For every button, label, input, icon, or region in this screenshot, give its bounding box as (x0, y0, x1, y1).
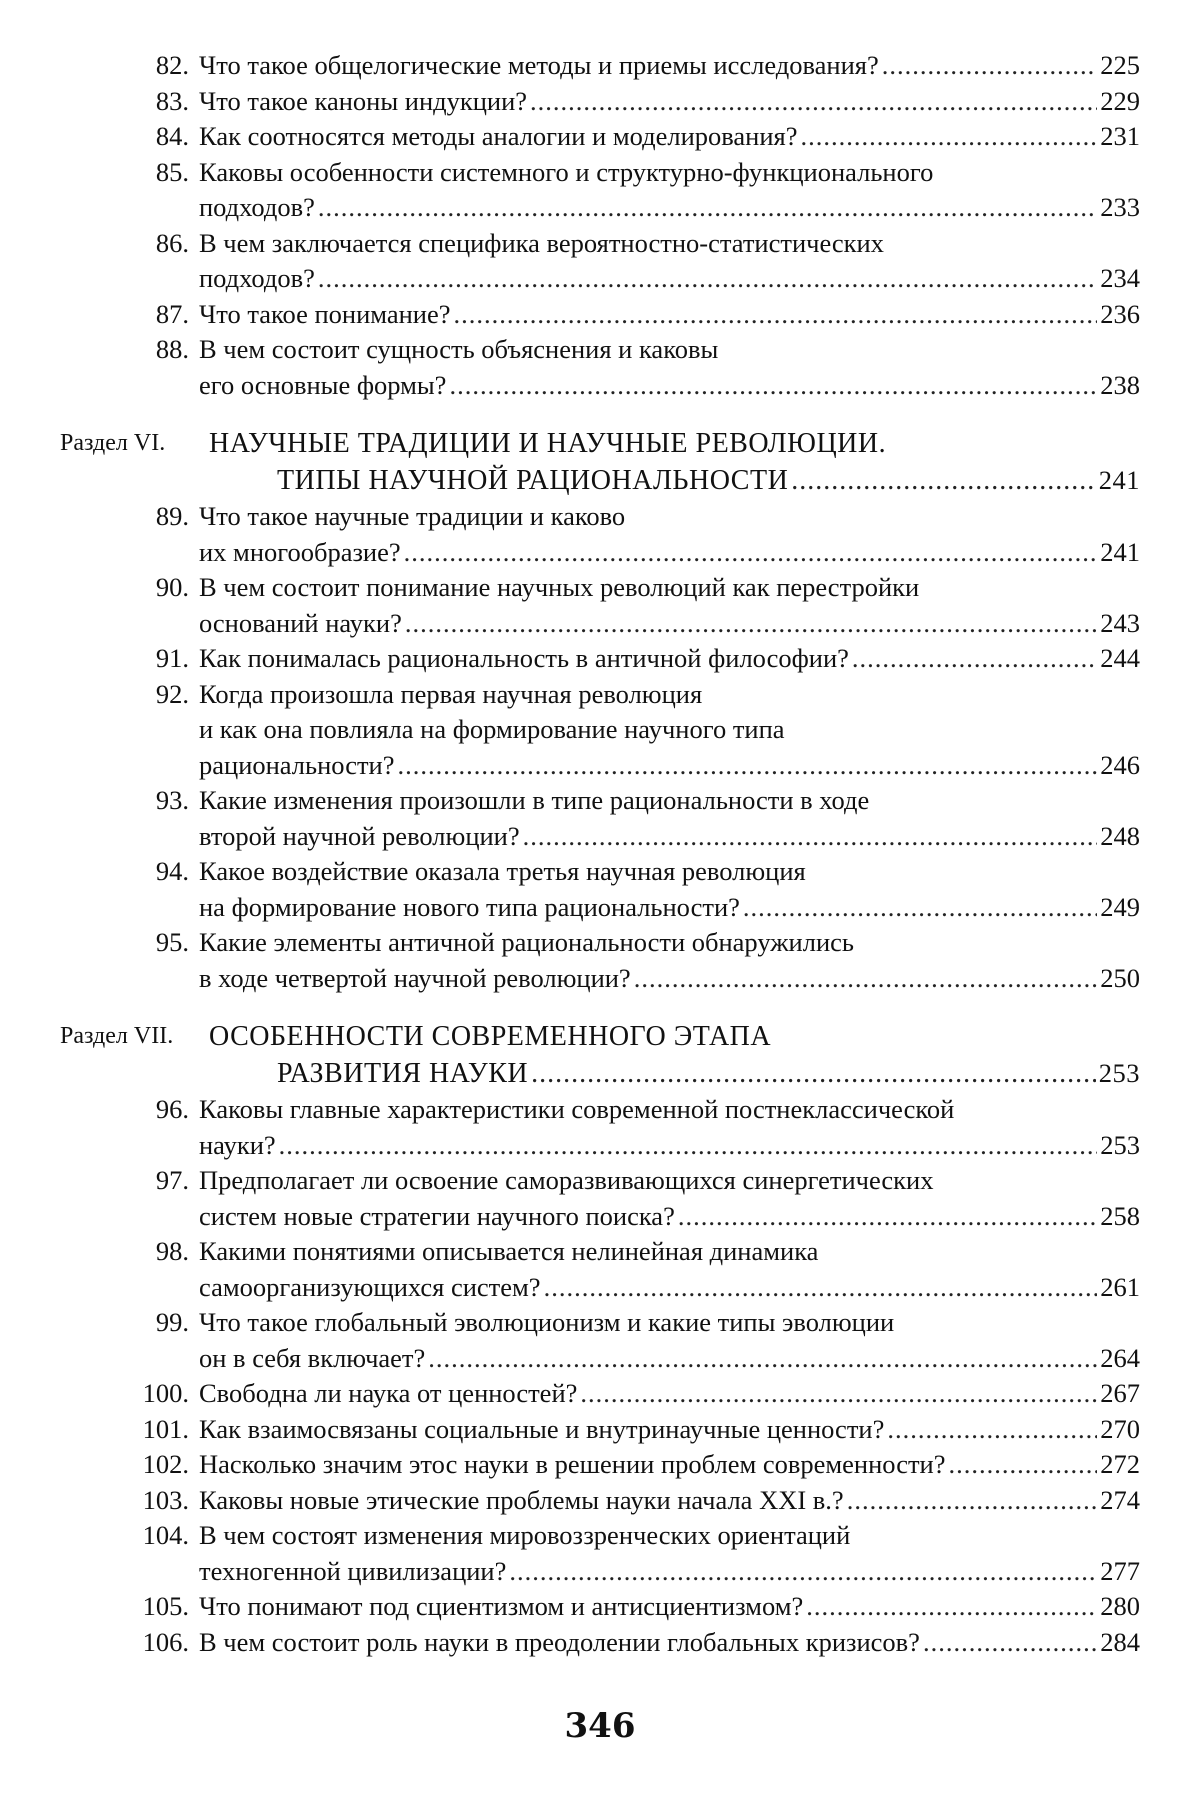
page-ref: 249 (1100, 891, 1140, 922)
entry-last-line (199, 1412, 1140, 1448)
toc-entry (60, 226, 1140, 297)
entry-line: Что такое каноны индукции? (199, 85, 528, 116)
leader-dots (531, 1055, 1096, 1092)
entry-last-line (199, 84, 1140, 120)
entry-text (199, 1447, 1140, 1483)
section-title-last-line (277, 462, 1140, 499)
entry-last-line (199, 890, 1140, 926)
entry-number: 95. (155, 927, 189, 957)
entry-last-line (199, 1625, 1140, 1661)
toc-entry (60, 1412, 1140, 1448)
entry-last-line (199, 261, 1140, 297)
page-ref: 229 (1100, 85, 1140, 116)
entry-text (199, 1376, 1140, 1412)
table-of-contents (60, 48, 1140, 1660)
page-ref: 258 (1100, 1200, 1140, 1231)
leader-dots (428, 1341, 1097, 1377)
entry-number: 105. (142, 1591, 189, 1621)
leader-dots (398, 748, 1098, 784)
entry-text (199, 1518, 1140, 1589)
toc-entry (60, 1163, 1140, 1234)
entry-line: в ходе четвертой научной революции? (199, 962, 631, 993)
entry-line: оснований науки? (199, 607, 402, 638)
entry-line: Насколько значим этос науки в решении проблем современности? (199, 1449, 946, 1479)
entry-last-line (199, 1199, 1140, 1235)
entry-last-line (199, 1128, 1140, 1164)
toc-entry (60, 1625, 1140, 1661)
entry-number: 87. (155, 298, 189, 329)
toc-entry (60, 1518, 1140, 1589)
entry-line: Как понималась рациональность в античной философии? (199, 643, 849, 673)
entry-line: на формирование нового типа рациональности? (199, 891, 740, 922)
toc-entry (60, 854, 1140, 925)
section-title-line: ОСОБЕННОСТИ СОВРЕМЕННОГО ЭТАПА (209, 1021, 772, 1052)
entry-line: самоорганизующихся систем? (199, 1271, 541, 1302)
entry-line: Какими понятиями описывается нелинейная динамика (199, 1236, 819, 1266)
entry-line: В чем состоит сущность объяснения и каковы (199, 334, 719, 364)
entry-line: Какие элементы античной рациональности обнаружились (199, 927, 854, 957)
entry-line: науки? (199, 1129, 276, 1160)
entry-last-line (199, 297, 1140, 333)
entry-number: 86. (155, 227, 189, 258)
entry-line: подходов? (199, 192, 315, 222)
page-ref: 250 (1100, 962, 1140, 993)
entry-number: 89. (155, 501, 189, 531)
leader-dots (887, 1412, 1097, 1448)
toc-entry (60, 84, 1140, 120)
page-ref: 243 (1100, 607, 1140, 638)
entry-last-line (199, 1376, 1140, 1412)
entry-number: 101. (142, 1413, 189, 1444)
page-number: 346 (564, 1706, 636, 1746)
leader-dots (318, 190, 1097, 226)
entry-line: Каковы новые этические проблемы науки начала XXI в.? (199, 1484, 844, 1515)
entry-number: 82. (155, 50, 189, 80)
leader-dots (743, 890, 1097, 926)
toc-entry (60, 1092, 1140, 1163)
leader-dots (523, 819, 1098, 855)
section-prefix: Раздел VI. (60, 430, 166, 456)
leader-dots (949, 1447, 1098, 1483)
entry-number: 93. (155, 785, 189, 815)
page-ref: 270 (1100, 1413, 1140, 1444)
entry-number: 102. (142, 1449, 189, 1479)
page-ref: 231 (1100, 121, 1140, 151)
toc-entry (60, 677, 1140, 784)
toc-entry (60, 1589, 1140, 1625)
entry-line: В чем состоит роль науки в преодолении глобальных кризисов? (199, 1626, 920, 1657)
entry-line: Как соотносятся методы аналогии и моделирования? (199, 121, 798, 151)
entry-number: 94. (155, 856, 189, 886)
entry-number: 97. (155, 1165, 189, 1195)
section-heading-7 (60, 1018, 1140, 1092)
entry-last-line (199, 819, 1140, 855)
toc-group-section-6 (60, 499, 1140, 996)
entry-line: Что такое общелогические методы и приемы исследования? (199, 50, 879, 80)
entry-text (199, 677, 1140, 784)
entry-line: В чем состоят изменения мировоззренческих ориентаций (199, 1520, 851, 1550)
leader-dots (454, 297, 1098, 333)
entry-line: рациональности? (199, 749, 395, 780)
leader-dots (923, 1625, 1097, 1661)
leader-dots (449, 368, 1097, 404)
entry-last-line (199, 961, 1140, 997)
entry-line: Что такое научные традиции и каково (199, 501, 626, 531)
entry-text (199, 570, 1140, 641)
entry-line: Что такое понимание? (199, 298, 451, 329)
page-ref: 280 (1100, 1591, 1140, 1621)
leader-dots (405, 606, 1097, 642)
entry-number: 106. (142, 1626, 189, 1657)
toc-entry (60, 925, 1140, 996)
entry-line: Как взаимосвязаны социальные и внутринаучные ценности? (199, 1413, 885, 1444)
entry-last-line (199, 748, 1140, 784)
entry-line: их многообразие? (199, 536, 401, 567)
entry-text (199, 641, 1140, 677)
entry-number: 92. (155, 678, 189, 709)
section-prefix: Раздел VII. (60, 1023, 174, 1049)
section-title-last-line (277, 1055, 1140, 1092)
toc-group-section-7 (60, 1092, 1140, 1660)
toc-group-section-5-end (60, 48, 1140, 403)
page-ref: 267 (1100, 1378, 1140, 1408)
toc-entry (60, 119, 1140, 155)
entry-text (199, 1625, 1140, 1661)
entry-last-line (199, 606, 1140, 642)
entry-line: и как она повлияла на формирование научного типа (199, 714, 785, 744)
entry-line: В чем состоит понимание научных революций как перестройки (199, 572, 920, 602)
entry-text (199, 332, 1140, 403)
page-ref: 261 (1100, 1271, 1140, 1302)
entry-number: 96. (155, 1094, 189, 1124)
page-ref: 236 (1100, 298, 1140, 329)
entry-line: его основные формы? (199, 369, 447, 400)
toc-entry (60, 499, 1140, 570)
entry-number: 100. (142, 1378, 189, 1408)
page-ref: 238 (1100, 369, 1140, 400)
leader-dots (852, 641, 1097, 677)
entry-line: Когда произошла первая научная революция (199, 678, 703, 709)
page-ref: 253 (1100, 1129, 1140, 1160)
entry-line: В чем заключается специфика вероятностно-статистических (199, 227, 884, 258)
entry-text (199, 48, 1140, 84)
entry-last-line (199, 119, 1140, 155)
page-ref: 284 (1100, 1626, 1140, 1657)
entry-text (199, 1305, 1140, 1376)
entry-text (199, 783, 1140, 854)
leader-dots (801, 119, 1098, 155)
page-ref: 246 (1100, 749, 1140, 780)
leader-dots (580, 1376, 1097, 1412)
toc-entry (60, 1234, 1140, 1305)
entry-last-line (199, 368, 1140, 404)
toc-entry (60, 570, 1140, 641)
entry-last-line (199, 641, 1140, 677)
toc-entry (60, 641, 1140, 677)
entry-number: 90. (155, 572, 189, 602)
toc-entry (60, 332, 1140, 403)
entry-last-line (199, 1341, 1140, 1377)
leader-dots (791, 462, 1095, 499)
entry-number: 85. (155, 156, 189, 187)
page-ref: 241 (1100, 536, 1140, 567)
page-ref: 234 (1100, 263, 1140, 293)
entry-line: Каковы особенности системного и структурно-функционального (199, 156, 934, 187)
entry-number: 99. (155, 1307, 189, 1337)
entry-line: подходов? (199, 263, 315, 293)
toc-entry (60, 1305, 1140, 1376)
entry-text (199, 1412, 1140, 1448)
leader-dots (847, 1483, 1098, 1519)
page-ref: 253 (1098, 1058, 1140, 1088)
entry-line: он в себя включает? (199, 1342, 426, 1373)
entry-text (199, 1163, 1140, 1234)
entry-number: 104. (142, 1520, 189, 1550)
toc-entry (60, 1447, 1140, 1483)
entry-text (199, 119, 1140, 155)
entry-last-line (199, 1483, 1140, 1519)
entry-text (199, 226, 1140, 297)
entry-number: 88. (155, 334, 189, 364)
toc-entry (60, 48, 1140, 84)
entry-text (199, 854, 1140, 925)
leader-dots (404, 535, 1098, 571)
entry-number: 83. (155, 85, 189, 116)
leader-dots (318, 261, 1097, 297)
entry-number: 103. (142, 1484, 189, 1515)
entry-line: техногенной цивилизации? (199, 1555, 507, 1586)
entry-text (199, 925, 1140, 996)
page-ref: 225 (1100, 50, 1140, 80)
section-title-line: ТИПЫ НАУЧНОЙ РАЦИОНАЛЬНОСТИ (277, 465, 789, 496)
toc-entry (60, 297, 1140, 333)
page-ref: 233 (1100, 192, 1140, 222)
entry-line: второй научной революции? (199, 820, 520, 851)
entry-last-line (199, 1589, 1140, 1625)
toc-entry (60, 155, 1140, 226)
leader-dots (882, 48, 1098, 84)
entry-line: Что понимают под сциентизмом и антисциентизмом? (199, 1591, 804, 1621)
entry-last-line (199, 1554, 1140, 1590)
page-ref: 241 (1098, 465, 1140, 495)
entry-text (199, 297, 1140, 333)
section-title-line: РАЗВИТИЯ НАУКИ (277, 1058, 529, 1089)
section-title-line: НАУЧНЫЕ ТРАДИЦИИ И НАУЧНЫЕ РЕВОЛЮЦИИ. (209, 428, 887, 459)
entry-number: 84. (155, 121, 189, 151)
entry-line: Предполагает ли освоение саморазвивающихся синергетических (199, 1165, 934, 1195)
entry-line: Какие изменения произошли в типе рациональности в ходе (199, 785, 870, 815)
entry-text (199, 1483, 1140, 1519)
entry-line: Какое воздействие оказала третья научная революция (199, 856, 806, 886)
leader-dots (509, 1554, 1097, 1590)
leader-dots (634, 961, 1098, 997)
leader-dots (279, 1128, 1098, 1164)
entry-last-line (199, 48, 1140, 84)
page-ref: 277 (1100, 1555, 1140, 1586)
leader-dots (530, 84, 1097, 120)
entry-text (199, 499, 1140, 570)
entry-text (199, 1589, 1140, 1625)
entry-text (199, 155, 1140, 226)
leader-dots (806, 1589, 1097, 1625)
entry-line: Что такое глобальный эволюционизм и какие типы эволюции (199, 1307, 895, 1337)
entry-last-line (199, 1447, 1140, 1483)
entry-text (199, 1234, 1140, 1305)
page-ref: 248 (1100, 820, 1140, 851)
page-ref: 244 (1100, 643, 1140, 673)
entry-text (199, 84, 1140, 120)
leader-dots (678, 1199, 1097, 1235)
page-ref: 274 (1100, 1484, 1140, 1515)
entry-line: Свободна ли наука от ценностей? (199, 1378, 578, 1408)
leader-dots (544, 1270, 1098, 1306)
entry-text (199, 1092, 1140, 1163)
entry-line: Каковы главные характеристики современной постнеклассической (199, 1094, 955, 1124)
entry-number: 98. (155, 1236, 189, 1266)
entry-line: систем новые стратегии научного поиска? (199, 1200, 675, 1231)
page-ref: 264 (1100, 1342, 1140, 1373)
section-heading-6 (60, 425, 1140, 499)
entry-last-line (199, 190, 1140, 226)
toc-entry (60, 1483, 1140, 1519)
toc-entry (60, 1376, 1140, 1412)
entry-number: 91. (155, 643, 189, 673)
entry-last-line (199, 1270, 1140, 1306)
page-ref: 272 (1100, 1449, 1140, 1479)
toc-entry (60, 783, 1140, 854)
entry-last-line (199, 535, 1140, 571)
